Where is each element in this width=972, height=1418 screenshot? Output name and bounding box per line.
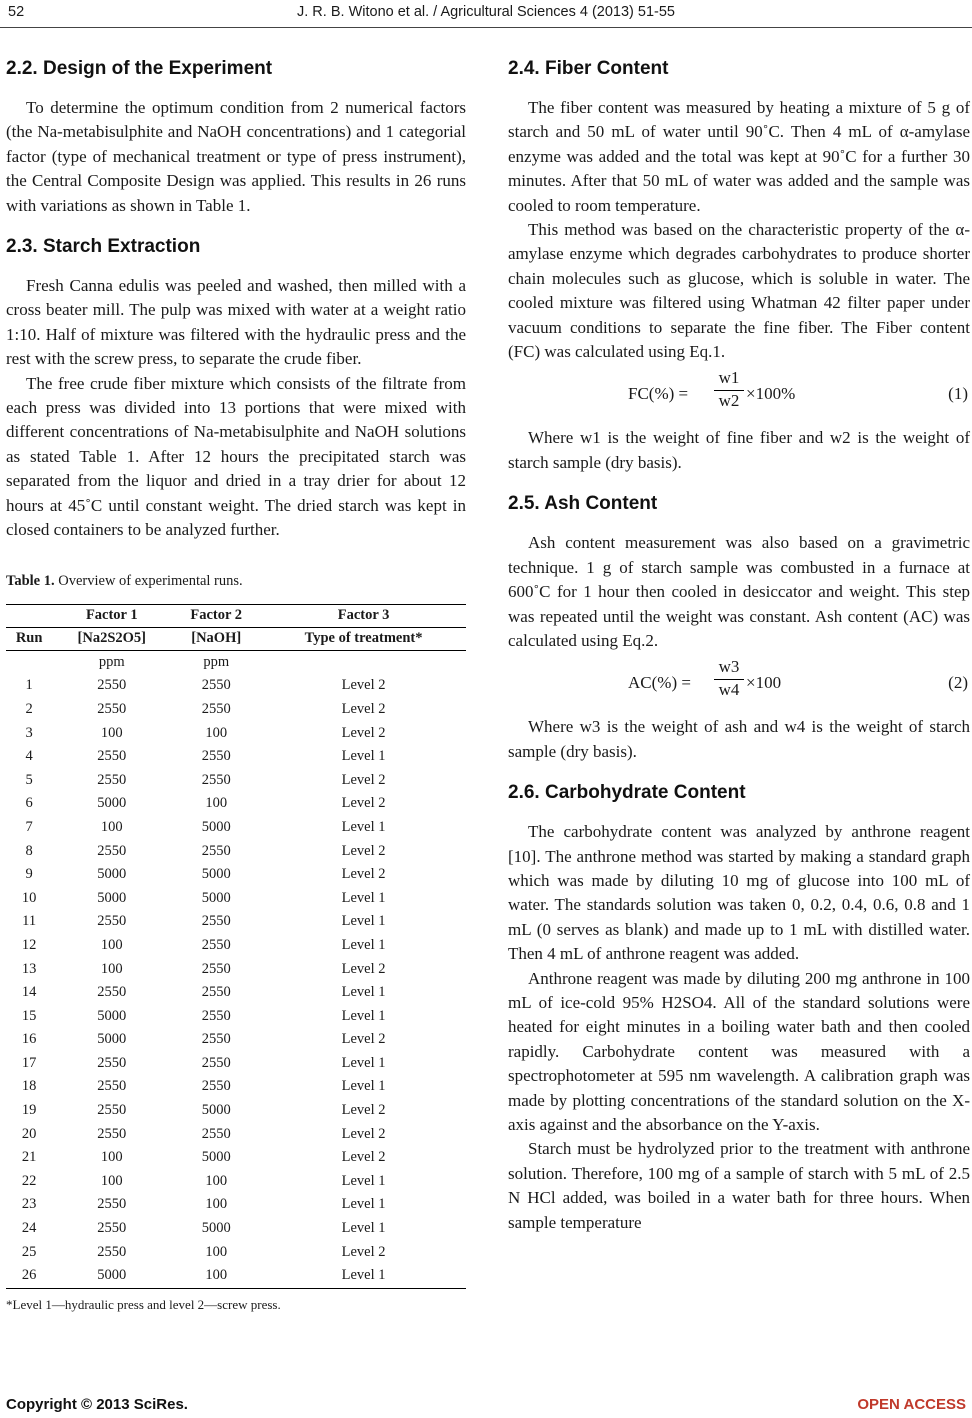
table-cell: 11 [22, 913, 37, 930]
table-cell: 100 [205, 1196, 228, 1213]
table-cell: 100 [205, 724, 228, 741]
table-cell: 15 [21, 1007, 37, 1024]
table-cell: 2550 [201, 1125, 231, 1142]
table-row [6, 1240, 466, 1264]
carbohydrate-paragraph-1: The carbohydrate content was analyzed by anthrone reagent [10]. The anthrone method was started by making a standard graph which was made by diluting 10 mg of glucose into 100 mL of water. The standards solution was taken 0, 0.2, 0.4, 0.6, 0.8 and 1 mL (0 serves as blank) and made up to 1 mL with distilled water. Then 4 mL of anthrone reagent was added. [508, 822, 970, 964]
table-row [6, 1264, 466, 1288]
table-cell: Level 1 [341, 1196, 386, 1213]
table-cell: 1 [25, 677, 33, 694]
table-row [6, 745, 466, 769]
table-cell: 21 [21, 1149, 37, 1166]
table-cell: 2550 [201, 936, 231, 953]
table-cell: 100 [205, 1172, 228, 1189]
table-cell: 9 [25, 866, 33, 883]
table-cell: Level 1 [341, 1054, 386, 1071]
equation-2-numerator: w3 [714, 657, 744, 680]
table-cell: 18 [21, 1078, 37, 1095]
table-cell: Level 1 [341, 818, 386, 835]
table-cell: 100 [205, 795, 228, 812]
equation-2-fraction [714, 657, 744, 702]
table-row [6, 957, 466, 981]
extraction-paragraph-1: Fresh Canna edulis was peeled and washed, then milled with a cross beater mill. The pulp was mixed with water at a weight ratio 1:10. Half of mixture was filtered with the hydraulic press and the rest with the screw press, to separate the crude fiber. [6, 276, 466, 369]
table-cell: Level 2 [341, 700, 386, 717]
table-cell: 2550 [97, 1196, 127, 1213]
table-cell: Level 2 [341, 795, 386, 812]
table-row [6, 1028, 466, 1052]
table-row [6, 768, 466, 792]
table-cell: Level 1 [341, 913, 386, 930]
table-cell: 19 [21, 1102, 37, 1119]
table-body [6, 650, 466, 1288]
table-cell: 2550 [97, 1078, 127, 1095]
table-cell: 5000 [201, 818, 231, 835]
table-row [6, 863, 466, 887]
table-cell: 5000 [97, 1007, 127, 1024]
table-cell: Level 2 [341, 1031, 386, 1048]
fiber-paragraph-1: The fiber content was measured by heating a mixture of 5 g of starch and 50 mL of water until 90˚C. Then 4 mL of α-amylase enzyme was added and the total was kept at 90˚C for a further 30 minutes. After that 50 mL of water was added and the sample was cooled to room temperature. [508, 98, 970, 215]
right-column [508, 56, 970, 1235]
table-cell: 5000 [201, 1220, 231, 1237]
table-cell: 5000 [201, 1149, 231, 1166]
table-caption [6, 573, 466, 590]
table-cell: 14 [21, 984, 37, 1001]
table-cell: 6 [25, 795, 33, 812]
equation-1-fraction [714, 368, 744, 413]
equation-2-lhs: AC(%) = [628, 673, 691, 693]
table-cell: 7 [25, 818, 33, 835]
table-cell: 3 [25, 724, 33, 741]
table-cell: 5000 [52, 1264, 171, 1288]
table-cell: Level 1 [341, 1007, 386, 1024]
table-cell: Level 2 [341, 960, 386, 977]
table-cell: 25 [21, 1243, 37, 1260]
table-row [6, 816, 466, 840]
table-cell: Level 2 [341, 677, 386, 694]
table-row [6, 1004, 466, 1028]
table-cell: Level 2 [341, 1149, 386, 1166]
equation-1-denominator: w2 [718, 391, 740, 411]
table-cell: 2550 [201, 1054, 231, 1071]
table-cell: Level 2 [341, 1243, 386, 1260]
table-cell: 2550 [97, 1220, 127, 1237]
table-cell: 2550 [201, 1078, 231, 1095]
table-cell: 26 [6, 1264, 52, 1288]
table-cell: 17 [21, 1054, 37, 1071]
table-caption-label: Table 1. [6, 572, 55, 589]
equation-2-rhs: ×100 [746, 673, 782, 693]
carbohydrate-paragraph-2: Anthrone reagent was made by diluting 200 mg anthrone in 100 mL of ice-cold 95% H2SO4. All of the standard solutions were heated for eight minutes in a boiling water bath and then cooled rapidly. Carbohydrate content was measured with a spectrophotometer at 595 nm wavelength. A calibration graph was made by plotting concentrations of the standard solution on the X-axis against and the absorbance on the Y-axis. [508, 968, 970, 1134]
table-cell: Level 2 [341, 1102, 386, 1119]
table-cell: 10 [21, 889, 37, 906]
factor-header-row [6, 604, 466, 627]
table-caption-text: Overview of experimental runs. [58, 572, 243, 589]
table-cell: Level 2 [341, 1125, 386, 1142]
table-row [6, 886, 466, 910]
table-cell: 100 [100, 818, 123, 835]
header-rule [0, 27, 972, 28]
table-row [6, 1217, 466, 1241]
table-cell: 5000 [97, 1031, 127, 1048]
section-title-fiber-content: 2.4. Fiber Content [508, 58, 669, 79]
section-title-starch-extraction: 2.3. Starch Extraction [6, 236, 201, 258]
ash-paragraph-2: Where w3 is the weight of ash and w4 is the weight of starch sample (dry basis). [508, 717, 970, 761]
table-cell: 2 [25, 700, 33, 717]
column-header: Run [6, 627, 52, 650]
page-header [0, 4, 972, 26]
table-row [6, 1099, 466, 1123]
table-cell: Level 1 [341, 984, 386, 1001]
equation-1 [508, 364, 970, 426]
table-cell: 13 [21, 960, 37, 977]
factor-header: Factor 2 [171, 604, 261, 627]
table-cell: Level 1 [341, 1172, 386, 1189]
table-cell: Level 1 [341, 1078, 386, 1095]
left-column [6, 56, 466, 1313]
table-cell: 2550 [97, 771, 127, 788]
table-cell: Level 1 [341, 936, 386, 953]
table-cell: 100 [100, 960, 123, 977]
table-cell: 2550 [97, 842, 127, 859]
table-row [6, 1193, 466, 1217]
table-cell: 4 [25, 748, 33, 765]
table-cell: 100 [205, 1243, 228, 1260]
carbohydrate-paragraph-3: Starch must be hydrolyzed prior to the treatment with anthrone solution. Therefore, 100 mg of a sample of starch with 5 mL of 2.5 N HCl added, was boiled in a water bath for three hours. When sample temperature [508, 1139, 970, 1232]
table-cell: 22 [21, 1172, 37, 1189]
factor-header [6, 604, 52, 627]
fiber-paragraph-3: Where w1 is the weight of fine fiber and w2 is the weight of starch sample (dry basis). [508, 428, 970, 472]
table-cell: Level 2 [341, 724, 386, 741]
table-cell: 100 [100, 1172, 123, 1189]
table-cell: 2550 [201, 748, 231, 765]
column-header: Type of treatment* [261, 627, 466, 650]
factor-header: Factor 3 [261, 604, 466, 627]
table-cell: 100 [100, 1149, 123, 1166]
table-cell: 2550 [97, 677, 127, 694]
section-title-design: 2.2. Design of the Experiment [6, 58, 273, 79]
extraction-paragraph-2: The free crude fiber mixture which consists of the filtrate from each press was divided into 13 portions that were mixed with different concentrations of Na-metabisulphite and NaOH solutions as stated Table 1. After 12 hours the precipitated starch was separated from the liquor and dried in a tray drier for about 12 hours at 45˚C until constant weight. The dried starch was kept in closed containers to be analyzed further. [6, 373, 466, 540]
table-cell: 2550 [201, 1007, 231, 1024]
column-header-row [6, 627, 466, 650]
table-cell: 2550 [97, 1125, 127, 1142]
table-cell: Level 1 [341, 748, 386, 765]
table-cell: 2550 [201, 842, 231, 859]
table-cell: 5000 [97, 866, 127, 883]
table-row [6, 839, 466, 863]
equation-2 [508, 653, 970, 715]
table-cell: 2550 [97, 913, 127, 930]
table-cell: 100 [171, 1264, 261, 1288]
unit-cell [6, 650, 52, 674]
table-cell: 2550 [201, 1031, 231, 1048]
section-title-carbohydrate-content: 2.6. Carbohydrate Content [508, 782, 746, 804]
footer-open-access: OPEN ACCESS [857, 1396, 966, 1413]
table-row [6, 981, 466, 1005]
table-cell: 2550 [97, 700, 127, 717]
table-cell: 100 [100, 724, 123, 741]
table-cell: 24 [21, 1220, 37, 1237]
table-row [6, 910, 466, 934]
table-cell: 2550 [201, 700, 231, 717]
table-cell: Level 2 [341, 842, 386, 859]
running-title: J. R. B. Witono et al. / Agricultural Sciences 4 (2013) 51-55 [297, 4, 675, 20]
table-cell: 2550 [97, 1054, 127, 1071]
equation-2-denominator: w4 [718, 680, 740, 700]
table-cell: 8 [25, 842, 33, 859]
table-cell: Level 2 [341, 866, 386, 883]
section-title-ash-content: 2.5. Ash Content [508, 493, 658, 515]
table-row [6, 1122, 466, 1146]
table-cell: 20 [21, 1125, 37, 1142]
table-cell: Level 1 [341, 1220, 386, 1237]
table-row [6, 674, 466, 698]
fiber-paragraph-2: This method was based on the characteristic property of the α-amylase enzyme which degrades carbohydrates to produce shorter chain molecules such as glucose, which is soluble in water. The cooled mixture was filtered using Whatman 42 filter paper under vacuum conditions to separate the fine fiber. The Fiber content (FC) was calculated using Eq.1. [508, 220, 970, 362]
table-cell: 2550 [97, 1243, 127, 1260]
table-cell: 23 [21, 1196, 37, 1213]
table-cell: 5000 [201, 889, 231, 906]
table-cell: 2550 [201, 960, 231, 977]
unit-cell: ppm [98, 653, 125, 670]
runs-table [6, 604, 466, 1289]
table-row [6, 1146, 466, 1170]
table-cell: 2550 [97, 984, 127, 1001]
table-cell: Level 1 [261, 1264, 466, 1288]
units-row [6, 650, 466, 674]
table-cell: 16 [21, 1031, 37, 1048]
equation-1-number: (1) [948, 384, 968, 404]
equation-1-rhs: ×100% [746, 384, 796, 404]
factor-header: Factor 1 [52, 604, 171, 627]
column-header: [Na2S2O5] [52, 627, 171, 650]
unit-cell [261, 650, 466, 674]
table-cell: 100 [100, 936, 123, 953]
table-row [6, 792, 466, 816]
table-footnote: *Level 1—hydraulic press and level 2—screw press. [6, 1296, 281, 1312]
equation-2-number: (2) [948, 673, 968, 693]
table-cell: 12 [21, 936, 37, 953]
equation-1-numerator: w1 [714, 368, 744, 391]
equation-1-lhs: FC(%) = [628, 384, 689, 404]
table-cell: Level 1 [341, 889, 386, 906]
table-cell: 2550 [97, 748, 127, 765]
table-cell: 2550 [201, 677, 231, 694]
column-header: [NaOH] [171, 627, 261, 650]
footer-copyright: Copyright © 2013 SciRes. [6, 1396, 188, 1413]
table-cell: 5 [25, 771, 33, 788]
design-paragraph: To determine the optimum condition from 2 numerical factors (the Na-metabisulphite and NaOH concentrations) and 1 categorial factor (type of mechanical treatment or type of press instrument), the Central Composite Design was applied. This results in 26 runs with variations as shown in Table 1. [6, 98, 466, 215]
table-row [6, 721, 466, 745]
table-cell: Level 2 [341, 771, 386, 788]
table-cell: 2550 [201, 913, 231, 930]
table-row [6, 698, 466, 722]
table-cell: 2550 [201, 771, 231, 788]
unit-cell: ppm [203, 653, 230, 670]
table-cell: 2550 [201, 984, 231, 1001]
table-row [6, 1052, 466, 1076]
table-row [6, 934, 466, 958]
table-cell: 5000 [97, 889, 127, 906]
ash-paragraph-1: Ash content measurement was also based on a gravimetric technique. 1 g of starch sample was combusted in a furnace at 600˚C for 1 hour then cooled in desiccator and weight. This step was repeated until the weight was constant. Ash content (AC) was calculated using Eq.2. [508, 533, 970, 650]
table-cell: 2550 [97, 1102, 127, 1119]
table-row [6, 1075, 466, 1099]
table-row [6, 1170, 466, 1194]
table-cell: 5000 [201, 1102, 231, 1119]
table-cell: 5000 [97, 795, 127, 812]
table-cell: 5000 [201, 866, 231, 883]
page-number: 52 [8, 4, 25, 20]
